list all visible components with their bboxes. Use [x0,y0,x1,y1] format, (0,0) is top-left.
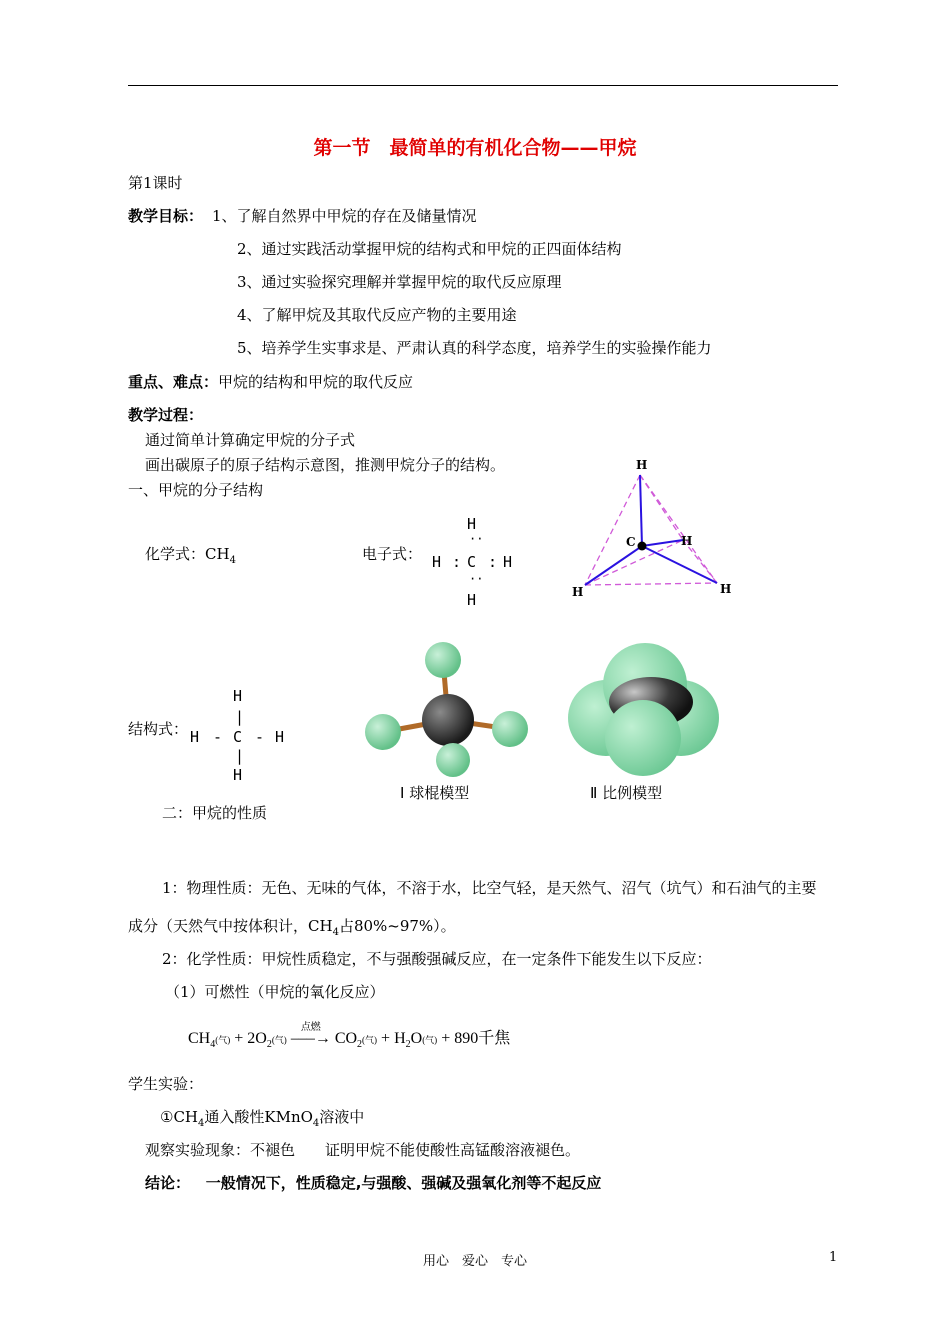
carbon-atom [422,694,474,746]
tetra-h-left: H [572,585,584,599]
objectives-label: 教学目标： [128,207,204,225]
experiment-text: ①CH [160,1108,199,1126]
section-heading: 一、甲烷的分子结构 [128,481,264,499]
eq-arrow-symbol: –––→ [290,1030,331,1047]
hydrogen-atom [425,642,461,678]
page-title: 第一节 最简单的有机化合物——甲烷 [313,137,637,159]
struct-dash-right: - [255,728,265,746]
formula-subscript: 4 [229,555,236,566]
eq-sub: 2 [357,1039,363,1051]
eq-h2o: + H [381,1030,406,1047]
structural-formula-label: 结构式： [128,720,189,738]
chemical-formula [145,543,236,566]
eq-sub: 2 [405,1039,411,1051]
struct-dash-left: - [213,728,223,746]
tetra-h-right: H [681,534,693,548]
electron-formula-label: 电子式： [362,545,423,563]
struct-c: C [233,728,243,746]
tetra-h-bottom-right: H [720,582,732,596]
electron-dots-top: ·· [469,532,484,546]
ball-stick-model [355,632,540,782]
electron-c: C [467,553,477,571]
electron-h-right: H [503,553,513,571]
tetrahedron-edges [585,475,717,585]
hydrogen-sphere [605,700,681,776]
objective-item: 2、通过实践活动掌握甲烷的结构式和甲烷的正四面体结构 [237,240,622,258]
electron-h-bottom: H [467,591,477,609]
experiment-label: 学生实验： [128,1075,204,1093]
eq-arrow [290,1022,331,1048]
eq-ch: CH [188,1030,211,1047]
objective-item: 1、了解自然界中甲烷的存在及储量情况 [212,207,477,225]
tetra-h-top: H [636,458,648,472]
hydrogen-atom [492,711,528,747]
physical-text: 占80%~97%）。 [338,917,456,935]
tetra-c: C [626,535,636,549]
struct-bar-top: | [235,708,245,726]
process-label: 教学过程： [128,406,204,424]
conclusion [145,1172,601,1193]
footer-motto: 用心 爱心 专心 [422,1254,527,1269]
physical-text: 成分（天然气中按体积计，CH [128,917,333,935]
eq-o: O [410,1030,423,1047]
objective-item: 4、了解甲烷及其取代反应产物的主要用途 [237,306,517,324]
eq-state: (气) [215,1035,231,1045]
conclusion-text: 一般情况下，性质稳定,与强酸、强碱及强氧化剂等不起反应 [205,1174,602,1192]
physical-properties: 1：物理性质：无色、无味的气体，不溶于水，比空气轻，是天然气、沼气（坑气）和石油气的主要 [162,879,817,897]
ball-stick-caption: Ⅰ 球棍模型 [400,784,470,802]
eq-sub: 2 [266,1039,272,1051]
carbon-atom-dot [638,542,647,551]
process-line: 通过简单计算确定甲烷的分子式 [145,431,356,449]
electron-h-top: H [467,515,477,533]
eq-energy: + 890千焦 [441,1030,511,1047]
eq-o2: + 2O [234,1030,267,1047]
eq-state: (气) [271,1035,287,1045]
chemical-formula-label: 化学式：CH [145,545,230,563]
formula-subscript: 4 [312,1118,320,1129]
struct-h-bottom: H [233,766,243,784]
conclusion-label: 结论： [145,1174,191,1192]
objective-item: 5、培养学生实事求是、严肃认真的科学态度，培养学生的实验操作能力 [237,339,712,357]
tetrahedron-diagram [565,455,745,605]
process-line: 画出碳原子的原子结构示意图，推测甲烷分子的结构。 [145,456,506,474]
combustion-equation [188,1022,511,1051]
struct-h-right: H [275,728,285,746]
combustion-heading: （1）可燃性（甲烷的氧化反应） [165,983,385,1001]
eq-sub: 4 [210,1039,216,1051]
struct-bar-bottom: | [235,747,245,765]
eq-co2: CO [334,1030,358,1047]
space-fill-caption: Ⅱ 比例模型 [590,784,663,802]
electron-dots-bottom: ·· [469,572,484,586]
electron-colon-right: : [488,553,498,571]
keypoints [128,371,413,392]
page-number: 1 [829,1250,838,1265]
keypoints-label: 重点、难点： [128,373,219,391]
hydrogen-atom [436,743,470,777]
eq-state: (气) [422,1035,438,1045]
header-rule [128,85,838,86]
experiment-text: 通入酸性KMnO [204,1108,313,1126]
struct-h-left: H [190,728,200,746]
lesson-period: 第1课时 [128,174,183,192]
experiment-observation: 观察实验现象：不褪色 证明甲烷不能使酸性高锰酸溶液褪色。 [145,1141,581,1159]
formula-subscript: 4 [332,927,339,938]
eq-state: (气) [362,1035,378,1045]
tetrahedron-bonds [585,475,717,585]
chemical-properties: 2：化学性质：甲烷性质稳定，不与强酸强碱反应，在一定条件下能发生以下反应： [162,950,712,968]
experiment-item [160,1106,364,1129]
electron-h-left: H [432,553,442,571]
eq-arrow-label: 点燃 [300,1022,321,1033]
experiment-text: 溶液中 [319,1108,365,1126]
space-filling-model [563,640,728,780]
electron-colon-left: : [452,553,462,571]
struct-h-top: H [233,687,243,705]
section-heading: 二：甲烷的性质 [162,804,268,822]
formula-subscript: 4 [198,1118,205,1129]
keypoints-text: 甲烷的结构和甲烷的取代反应 [218,373,414,391]
physical-properties-cont [128,915,456,938]
objective-item: 3、通过实验探究理解并掌握甲烷的取代反应原理 [237,273,562,291]
hydrogen-atom [365,714,401,750]
